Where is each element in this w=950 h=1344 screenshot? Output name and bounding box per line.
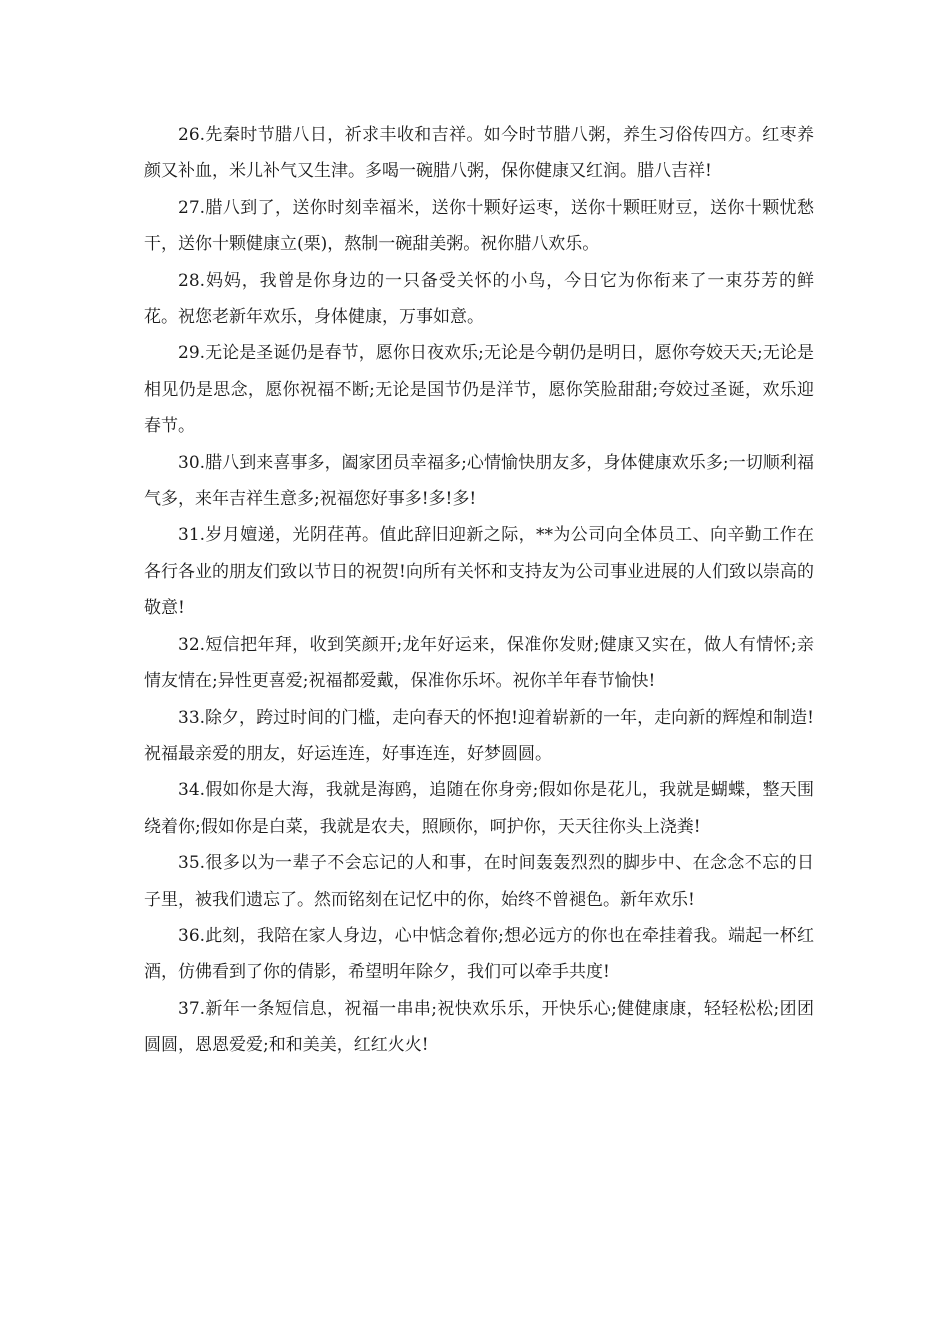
- paragraph-35: 35.很多以为一辈子不会忘记的人和事，在时间轰轰烈烈的脚步中、在念念不忘的日子里，被我们遗忘了。然而铭刻在记忆中的你，始终不曾褪色。新年欢乐!: [144, 853, 814, 910]
- paragraph-28: 28.妈妈，我曾是你身边的一只备受关怀的小鸟，今日它为你衔来了一束芬芳的鲜花。祝您老新年欢乐，身体健康，万事如意。: [144, 270, 814, 328]
- paragraph-37: 37.新年一条短信息，祝福一串串;祝快欢乐乐，开快乐心;健健康康，轻轻松松;团团圆圆，恩恩爱爱;和和美美，红红火火!: [144, 998, 814, 1056]
- paragraph-30: 30.腊八到来喜事多，阖家团员幸福多;心情愉快朋友多，身体健康欢乐多;一切顺利福气多，来年吉祥生意多;祝福您好事多!多!多!: [144, 452, 814, 510]
- document-body: [144, 117, 814, 1064]
- paragraph-36: 36.此刻，我陪在家人身边，心中惦念着你;想必远方的你也在牵挂着我。端起一杯红酒，仿佛看到了你的倩影，希望明年除夕，我们可以牵手共度!: [144, 925, 814, 983]
- paragraph-33: 33.除夕，跨过时间的门槛，走向春天的怀抱!迎着崭新的一年，走向新的辉煌和制造!祝福最亲爱的朋友，好运连连，好事连连，好梦圆圆。: [144, 707, 814, 764]
- paragraph-31: 31.岁月嬗递，光阴荏苒。值此辞旧迎新之际，**为公司向全体员工、向辛勤工作在各行各业的朋友们致以节日的祝贺!向所有关怀和支持友为公司事业进展的人们致以崇高的敬意!: [144, 525, 814, 619]
- paragraph-26: 26.先秦时节腊八日，祈求丰收和吉祥。如今时节腊八粥，养生习俗传四方。红枣养颜又补血，米儿补气又生津。多喝一碗腊八粥，保你健康又红润。腊八吉祥!: [144, 125, 814, 182]
- paragraph-27: 27.腊八到了，送你时刻幸福米，送你十颗好运枣，送你十颗旺财豆，送你十颗忧愁干，送你十颗健康立(栗)，熬制一碗甜美粥。祝你腊八欢乐。: [144, 197, 814, 255]
- paragraph-29: 29.无论是圣诞仍是春节，愿你日夜欢乐;无论是今朝仍是明日，愿你夸姣天天;无论是相见仍是思念，愿你祝福不断;无论是国节仍是洋节，愿你笑脸甜甜;夸姣过圣诞，欢乐迎春节。: [144, 343, 814, 437]
- paragraph-34: 34.假如你是大海，我就是海鸥，追随在你身旁;假如你是花儿，我就是蝴蝶，整天围绕着你;假如你是白菜，我就是农夫，照顾你，呵护你，天天往你头上浇粪!: [144, 780, 814, 837]
- paragraph-32: 32.短信把年拜，收到笑颜开;龙年好运来，保准你发财;健康又实在，做人有情怀;亲情友情在;异性更喜爱;祝福都爱戴，保准你乐坏。祝你羊年春节愉快!: [144, 634, 814, 692]
